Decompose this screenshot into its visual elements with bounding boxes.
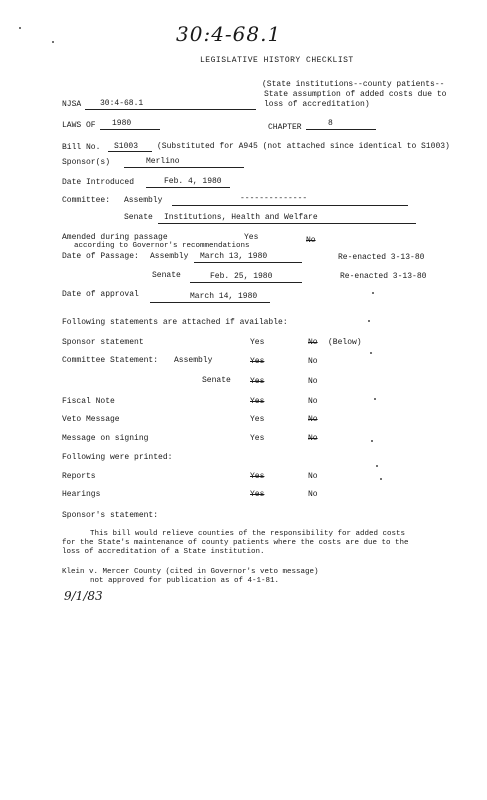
committee-senate-value: Institutions, Health and Welfare [164,213,318,222]
statement-sub-label: Senate [202,376,231,385]
scan-speck [380,478,382,480]
committee-senate-underline [158,214,416,224]
date-introduced-label: Date Introduced [62,178,135,187]
njsa-label: NJSA [62,100,82,109]
scan-speck [376,465,378,467]
laws-of-value: 1980 [112,119,132,128]
page-title: LEGISLATIVE HISTORY CHECKLIST [200,56,354,65]
statement-yes: Yes [250,434,265,443]
statement-no-struck: No [308,415,318,424]
passage-senate-value: Feb. 25, 1980 [210,272,273,281]
subject-note-line-3: loss of accreditation) [264,100,370,109]
statement-yes-struck: Yes [250,377,265,386]
amended-yes: Yes [244,233,259,242]
passage-assembly-value: March 13, 1980 [200,252,268,261]
scan-speck [374,398,376,400]
committee-assembly-underline [172,196,408,206]
njsa-underline [85,100,256,110]
printed-no: No [308,472,318,481]
chapter-label: CHAPTER [268,123,302,132]
statement-sub-label: Assembly [174,356,213,365]
printed-yes-struck: Yes [250,472,265,481]
chapter-underline [306,120,376,130]
scan-speck [370,352,372,354]
laws-of-label: LAWS OF [62,121,96,130]
scan-speck [372,292,374,294]
sponsor-statement-heading: Sponsor's statement: [62,511,159,520]
printed-yes-struck: Yes [250,490,265,499]
case-citation-line: not approved for publication as of 4-1-81. [90,577,280,585]
sponsor-label: Sponsor(s) [62,158,111,167]
sponsor-value: Merlino [146,157,180,166]
statement-extra: (Below) [328,338,362,347]
passage-senate-reenacted: Re-enacted 3-13-80 [340,272,427,281]
amended-label: Amended during passage [62,233,168,242]
printed-label: Reports [62,472,96,481]
committee-senate-label: Senate [124,213,153,222]
passage-assembly-label: Assembly [150,252,189,261]
printed-no: No [308,490,318,499]
handwritten-file-number: 30:4-68.1 [176,22,282,46]
statement-label: Sponsor statement [62,338,144,347]
committee-assembly-value: -------------- [240,194,308,203]
statement-no-struck: No [308,434,318,443]
statement-label: Veto Message [62,415,120,424]
passage-senate-label: Senate [152,271,181,280]
footer-handwritten-date: 9/1/83 [64,589,103,603]
passage-senate-underline [190,273,302,283]
subject-note-line-2: State assumption of added costs due to [264,90,447,99]
case-citation-line: Klein v. Mercer County (cited in Governor's veto message) [62,568,319,576]
njsa-value: 30:4-68.1 [100,99,144,108]
approval-value: March 14, 1980 [190,292,258,301]
scan-speck [371,440,373,442]
statement-no: No [308,397,318,406]
sponsor-statement-line: for the State's maintenance of county patients where the costs are due to the [62,539,409,547]
sponsor-statement-line: This bill would relieve counties of the responsibility for added costs [90,530,406,538]
amended-note: according to Governor's recommendations [74,242,250,250]
bill-substitution-note: (Substituted for A945 (not attached since identical to S1003) [157,142,450,151]
date-introduced-value: Feb. 4, 1980 [164,177,222,186]
passage-assembly-underline [194,253,302,263]
statement-label: Fiscal Note [62,397,115,406]
statement-yes-struck: Yes [250,357,265,366]
bill-no-label: Bill No. [62,143,101,152]
statement-yes: Yes [250,415,265,424]
attached-heading: Following statements are attached if available: [62,318,288,327]
statement-no: No [308,357,318,366]
sponsor-underline [124,158,244,168]
bill-no-underline [108,142,152,152]
printed-label: Hearings [62,490,101,499]
committee-label: Committee: [62,196,111,205]
statement-label: Message on signing [62,434,149,443]
sponsor-statement-line: loss of accreditation of a State institution. [62,548,265,556]
statement-no-struck: No [308,338,318,347]
committee-assembly-label: Assembly [124,196,163,205]
scan-speck [19,27,21,29]
approval-label: Date of approval [62,290,139,299]
printed-heading: Following were printed: [62,453,173,462]
date-introduced-underline [146,178,230,188]
approval-underline [150,293,270,303]
statement-no: No [308,377,318,386]
chapter-value: 8 [328,119,333,128]
statement-label: Committee Statement: [62,356,159,365]
statement-yes: Yes [250,338,265,347]
scan-speck [52,41,54,43]
passage-label: Date of Passage: [62,252,139,261]
statement-yes-struck: Yes [250,397,265,406]
scan-speck [368,320,370,322]
laws-of-underline [100,120,160,130]
subject-note-line-1: (State institutions--county patients-- [262,80,445,89]
amended-no-struck: No [306,236,316,245]
passage-assembly-reenacted: Re-enacted 3-13-80 [338,253,425,262]
bill-no-value: S1003 [114,142,139,151]
